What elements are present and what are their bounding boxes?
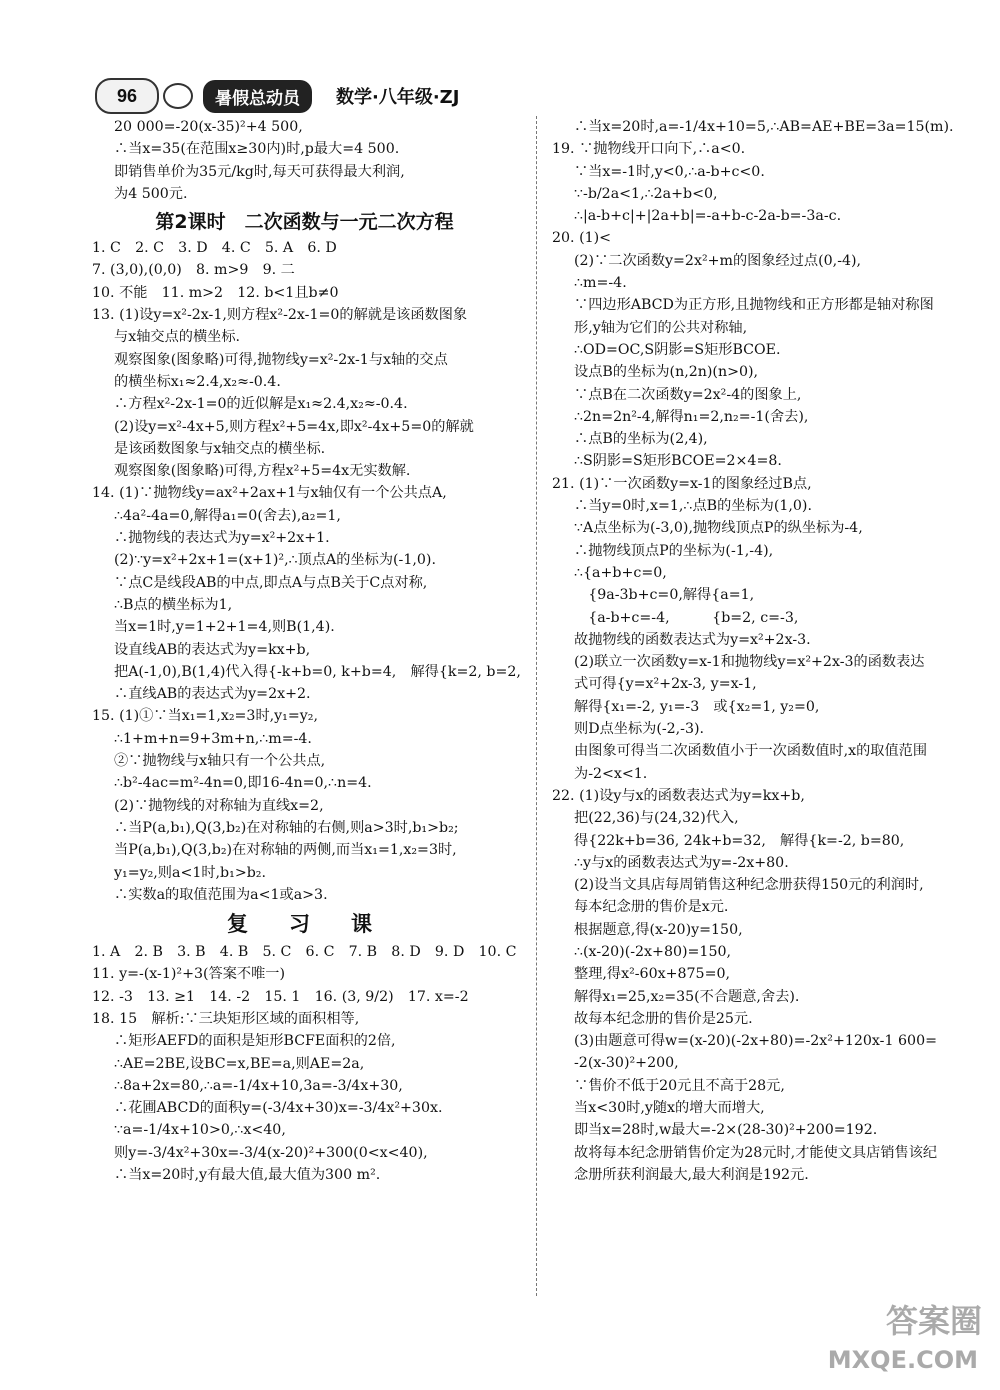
answer-line: 当x=1时,y=1+2+1=4,则B(1,4).	[114, 619, 335, 636]
answer-line: 即销售单价为35元/kg时,每天可获得最大利润,	[114, 163, 405, 180]
answer-line: ∵售价不低于20元且不高于28元,	[574, 1077, 785, 1094]
answer-line: (3)由题意可得w=(x-20)(-2x+80)=-2x²+120x-1 600=	[574, 1033, 937, 1050]
answer-line: y₁=y₂,则a<1时,b₁>b₂.	[114, 864, 266, 881]
answer-line: 设直线AB的表达式为y=kx+b,	[114, 641, 311, 658]
answer-line: 1. C 2. C 3. D 4. C 5. A 6. D	[92, 240, 337, 257]
answer-line: ∴S阴影=S矩形BCOE=2×4=8.	[574, 453, 782, 470]
answer-line: {9a-3b+c=0,解得{a=1,	[574, 587, 755, 604]
answer-line: (2)∵y=x²+2x+1=(x+1)²,∴顶点A的坐标为(-1,0).	[114, 552, 436, 569]
section-title: 复 习 课	[227, 912, 382, 937]
answer-line: 7. (3,0),(0,0) 8. m>9 9. 二	[92, 262, 295, 279]
answer-line: 12. -3 13. ≥1 14. -2 15. 1 16. (3, 9/2) 17. x=-2	[92, 988, 469, 1005]
answer-line: ∴直线AB的表达式为y=2x+2.	[114, 686, 311, 703]
answer-line: 当P(a,b₁),Q(3,b₂)在对称轴的两侧,而当x₁=1,x₂=3时,	[114, 842, 457, 859]
answer-line: 与x轴交点的横坐标.	[114, 329, 241, 346]
answer-line: 为4 500元.	[114, 185, 188, 202]
answer-line: 把(22,36)与(24,32)代入,	[574, 810, 739, 827]
answer-line: ∴点B的坐标为(2,4),	[574, 431, 708, 448]
answer-line: {a-b+c=-4, {b=2, c=-3,	[574, 609, 799, 626]
answer-line: ∵四边形ABCD为正方形,且抛物线和正方形都是轴对称图	[574, 297, 934, 314]
answer-line: 由图象可得当二次函数值小于一次函数值时,x的取值范围	[574, 743, 928, 760]
answer-line: 得{22k+b=36, 24k+b=32, 解得{k=-2, b=80,	[574, 832, 905, 849]
answer-line: (2)设y=x²-4x+5,则方程x²+5=4x,即x²-4x+5=0的解就	[114, 418, 474, 435]
answer-line: 每本纪念册的售价是x元.	[574, 899, 729, 916]
answer-line: ∴AE=2BE,设BC=x,BE=a,则AE=2a,	[114, 1055, 365, 1072]
answer-line: ∴2n=2n²-4,解得n₁=2,n₂=-1(舍去),	[574, 408, 809, 425]
answer-line: 10. 不能 11. m>2 12. b<1且b≠0	[92, 284, 339, 301]
answer-line: 观察图象(图象略)可得,抛物线y=x²-2x-1与x轴的交点	[114, 351, 448, 368]
answer-line: 1. A 2. B 3. B 4. B 5. C 6. C 7. B 8. D 9. D 10. C	[92, 944, 517, 961]
section-title: 第2课时 二次函数与一元二次方程	[155, 211, 454, 234]
answer-line: ∵a=-1/4x+10>0,∴x<40,	[114, 1122, 286, 1139]
answer-line: ∴当x=35(在范围x≥30内)时,p最大=4 500.	[114, 141, 400, 158]
answer-line: ∴抛物线顶点P的坐标为(-1,-4),	[574, 542, 774, 559]
answer-line: (2)∵抛物线的对称轴为直线x=2,	[114, 797, 324, 814]
answer-line: ∴(x-20)(-2x+80)=150,	[574, 943, 732, 960]
answer-line: ∵点B在二次函数y=2x²-4的图象上,	[574, 386, 802, 403]
answer-line: ∴1+m+n=9+3m+n,∴m=-4.	[114, 730, 312, 747]
answer-line: ∴8a+2x=80,∴a=-1/4x+10,3a=-3/4x+30,	[114, 1077, 403, 1094]
answer-line: ∴{a+b+c=0,	[574, 564, 667, 581]
answer-line: 把A(-1,0),B(1,4)代入得{-k+b=0, k+b=4, 解得{k=2, b=2,	[114, 663, 521, 680]
answer-line: ∴当x=20时,y有最大值,最大值为300 m².	[114, 1167, 381, 1184]
answer-line: 19. ∵抛物线开口向下,∴a<0.	[552, 141, 746, 158]
answer-line: ∵当x=-1时,y<0,∴a-b+c<0.	[574, 163, 765, 180]
answer-line: 解得{x₁=-2, y₁=-3 或{x₂=1, y₂=0,	[574, 698, 820, 715]
answer-line: 根据题意,得(x-20)y=150,	[574, 921, 743, 938]
answer-line: 故将每本纪念册销售价定为28元时,才能使文具店销售该纪	[574, 1144, 938, 1161]
mascot-icon	[163, 83, 193, 109]
answer-line: 20. (1)<	[552, 230, 612, 247]
answer-line: 式可得{y=x²+2x-3, y=x-1,	[574, 676, 757, 693]
answer-line: ∴抛物线的表达式为y=x²+2x+1.	[114, 530, 330, 547]
right-answer-column	[552, 116, 972, 1186]
column-divider	[536, 116, 537, 1296]
answer-line: ∴当x=20时,a=-1/4x+10=5,∴AB=AE+BE=3a=15(m).	[574, 119, 954, 135]
watermark-url: MXQE.COM	[827, 1346, 978, 1374]
answer-line: (2)∵二次函数y=2x²+m的图象经过点(0,-4),	[574, 252, 862, 269]
answer-line: -2(x-30)²+200,	[574, 1055, 679, 1072]
answer-line: 设点B的坐标为(n,2n)(n>0),	[574, 364, 759, 381]
subject-label: 数学·八年级·ZJ	[336, 87, 460, 108]
answer-line: 当x<30时,y随x的增大而增大,	[574, 1100, 765, 1117]
answer-line: 11. y=-(x-1)²+3(答案不唯一)	[92, 966, 286, 983]
answer-line: 故抛物线的函数表达式为y=x²+2x-3.	[574, 631, 811, 648]
answer-line: ∴方程x²-2x-1=0的近似解是x₁≈2.4,x₂≈-0.4.	[114, 396, 408, 413]
answer-line: ∴矩形AEFD的面积是矩形BCFE面积的2倍,	[114, 1033, 396, 1050]
answer-line: (2)联立一次函数y=x-1和抛物线y=x²+2x-3的函数表达	[574, 654, 925, 671]
answer-line: 21. (1)∵一次函数y=x-1的图象经过B点,	[552, 475, 812, 492]
answer-line: 念册所获利润最大,最大利润是192元.	[574, 1166, 809, 1183]
answer-line: 的横坐标x₁≈2.4,x₂≈-0.4.	[114, 373, 281, 390]
answer-line: 故每本纪念册的售价是25元.	[574, 1010, 753, 1027]
answer-line: ∴B点的横坐标为1,	[114, 596, 233, 613]
answer-line: 形,y轴为它们的公共对称轴,	[574, 319, 748, 336]
answer-line: ∴y与x的函数表达式为y=-2x+80.	[574, 854, 789, 871]
book-brand: 暑假总动员	[203, 80, 312, 113]
left-answer-column	[92, 116, 521, 1186]
answer-line: 则D点坐标为(-2,-3).	[574, 721, 705, 738]
answer-line: 则y=-3/4x²+30x=-3/4(x-20)²+300(0<x<40),	[114, 1144, 428, 1161]
answer-line: ∴b²-4ac=m²-4n=0,即16-4n=0,∴n=4.	[114, 775, 372, 792]
answer-line: ∴当y=0时,x=1,∴点B的坐标为(1,0).	[574, 498, 812, 515]
answer-line: ∴花圃ABCD的面积y=(-3/4x+30)x=-3/4x²+30x.	[114, 1100, 443, 1117]
answer-line: ∵点C是线段AB的中点,即点A与点B关于C点对称,	[114, 574, 428, 591]
answer-line: ∴OD=OC,S阴影=S矩形BCOE.	[574, 341, 781, 358]
answer-line: ∴|a-b+c|+|2a+b|=-a+b-c-2a-b=-3a-c.	[574, 208, 842, 225]
answer-line: 观察图象(图象略)可得,方程x²+5=4x无实数解.	[114, 463, 411, 480]
watermark-logo: 答案圈	[885, 1302, 982, 1340]
page-header	[95, 78, 459, 114]
answer-line: 为-2<x<1.	[574, 765, 648, 782]
answer-line: 14. (1)∵抛物线y=ax²+2ax+1与x轴仅有一个公共点A,	[92, 485, 447, 502]
answer-line: ∵A点坐标为(-3,0),抛物线顶点P的纵坐标为-4,	[574, 520, 863, 537]
page-number: 96	[95, 78, 159, 114]
answer-line: 整理,得x²-60x+875=0,	[574, 966, 731, 983]
answer-line: ∴4a²-4a=0,解得a₁=0(舍去),a₂=1,	[114, 507, 341, 524]
answer-line: ∵-b/2a<1,∴2a+b<0,	[574, 185, 718, 202]
answer-line: 解得x₁=25,x₂=35(不合题意,舍去).	[574, 988, 800, 1005]
answer-line: 20 000=-20(x-35)²+4 500,	[114, 119, 303, 135]
answer-line: 22. (1)设y与x的函数表达式为y=kx+b,	[552, 787, 805, 804]
answer-line: 是该函数图象与x轴交点的横坐标.	[114, 440, 326, 457]
answer-line: (2)设当文具店每周销售这种纪念册获得150元的利润时,	[574, 877, 924, 894]
answer-line: ∴m=-4.	[574, 275, 627, 292]
answer-line: 13. (1)设y=x²-2x-1,则方程x²-2x-1=0的解就是该函数图象	[92, 307, 468, 324]
answer-line: ∴当P(a,b₁),Q(3,b₂)在对称轴的右侧,则a>3时,b₁>b₂;	[114, 819, 459, 836]
answer-line: ∴实数a的取值范围为a<1或a>3.	[114, 886, 328, 903]
answer-line: 15. (1)①∵当x₁=1,x₂=3时,y₁=y₂,	[92, 708, 318, 725]
answer-line: ②∵抛物线与x轴只有一个公共点,	[114, 753, 326, 770]
watermark	[792, 1286, 982, 1378]
answer-line: 18. 15 解析:∵三块矩形区域的面积相等,	[92, 1010, 360, 1027]
answer-line: 即当x=28时,w最大=-2×(28-30)²+200=192.	[574, 1122, 878, 1139]
